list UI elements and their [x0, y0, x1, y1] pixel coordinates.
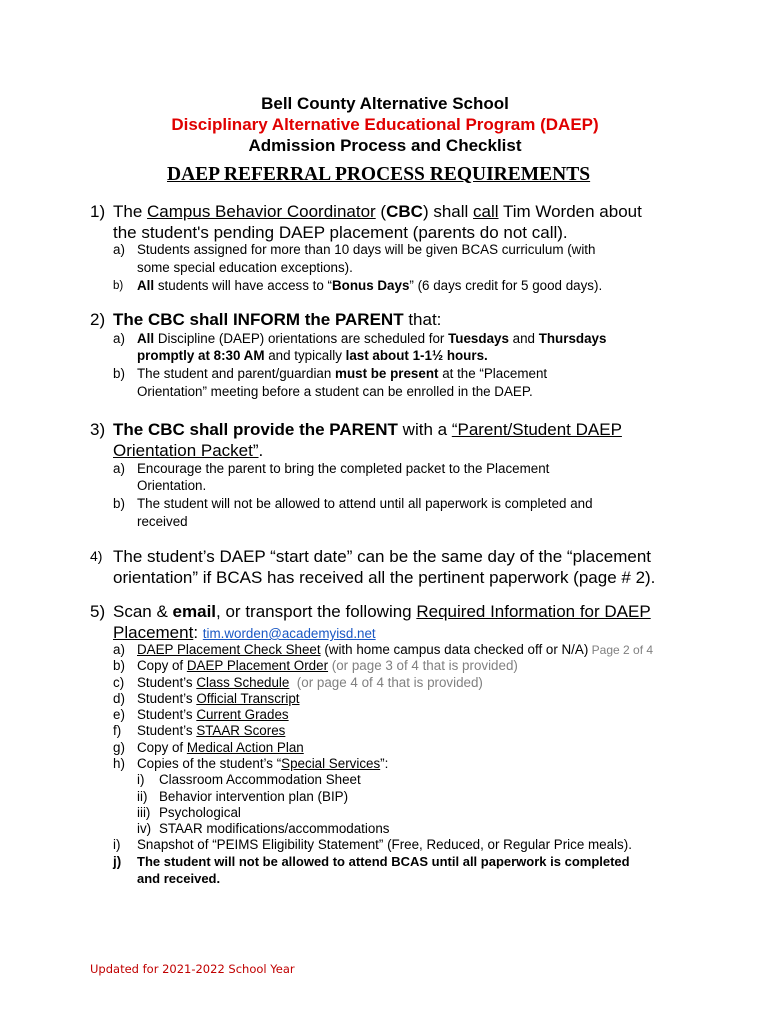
program-title: Disciplinary Alternative Educational Program (DAEP) — [171, 115, 599, 134]
document-subtitle: Admission Process and Checklist — [248, 136, 522, 155]
footer-note: Updated for 2021-2022 School Year — [90, 962, 295, 976]
email-link[interactable]: tim.worden@academyisd.net — [202, 626, 376, 641]
section-title: DAEP REFERRAL PROCESS REQUIREMENTS — [167, 164, 591, 185]
school-name: Bell County Alternative School — [261, 94, 509, 113]
